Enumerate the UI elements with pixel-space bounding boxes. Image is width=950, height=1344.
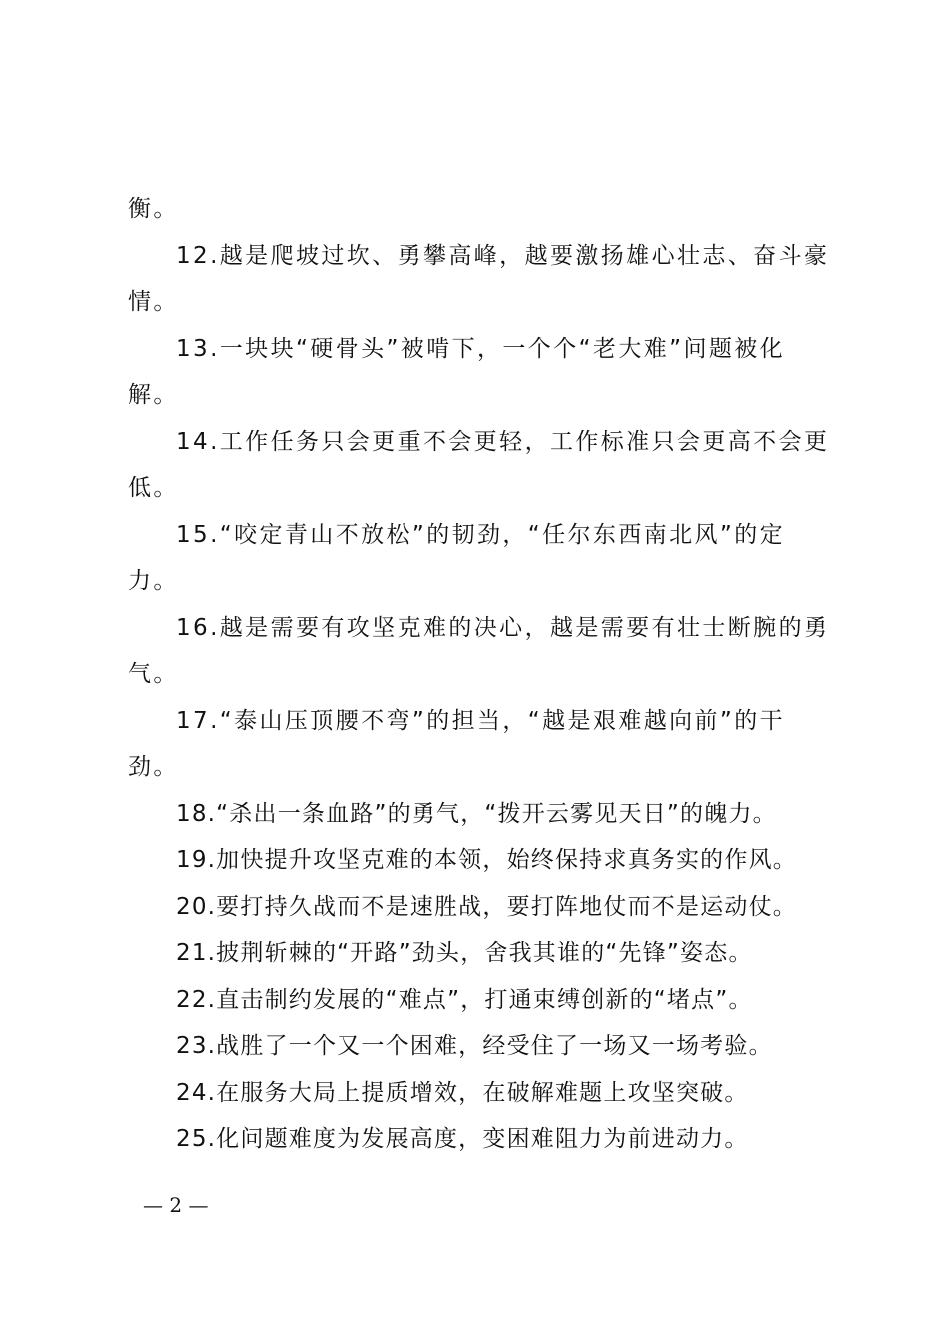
text-line: 低。: [128, 475, 179, 501]
text-line: 气。: [128, 661, 179, 687]
text-line: 21.披荆斩棘的“开路”劲头，舍我其谁的“先锋”姿态。: [176, 940, 753, 966]
text-line: 12.越是爬坡过坎、勇攀高峰，越要激扬雄心壮志、奋斗豪: [176, 242, 830, 269]
text-line: 22.直击制约发展的“难点”，打通束缚创新的“堵点”。: [176, 986, 753, 1013]
text-line: 力。: [128, 568, 179, 594]
text-line: 衡。: [128, 196, 179, 222]
text-line: 解。: [128, 382, 179, 408]
text-line: 19.加快提升攻坚克难的本领，始终保持求真务实的作风。: [176, 847, 797, 873]
text-line: 13.一块块“硬骨头”被啃下，一个个“老大难”问题被化: [176, 335, 786, 362]
text-line: 16.越是需要有攻坚克难的决心，越是需要有壮士断腕的勇: [176, 614, 830, 641]
text-line: 20.要打持久战而不是速胜战，要打阵地仗而不是运动仗。: [176, 893, 797, 920]
text-line: 14.工作任务只会更重不会更轻，工作标准只会更高不会更: [176, 428, 830, 455]
text-line: 24.在服务大局上提质增效，在破解难题上攻坚突破。: [176, 1079, 749, 1106]
text-line: 23.战胜了一个又一个困难，经受住了一场又一场考验。: [176, 1033, 773, 1059]
document-body: [128, 186, 840, 1163]
text-line: 15.“咬定青山不放松”的韧劲，“任尔东西南北风”的定: [176, 521, 786, 548]
text-line: 情。: [128, 289, 179, 315]
page-number: — 2 —: [143, 1193, 209, 1217]
text-line: 18.“杀出一条血路”的勇气，“拨开云雾见天日”的魄力。: [176, 800, 777, 827]
text-line: 25.化问题难度为发展高度，变困难阻力为前进动力。: [176, 1126, 749, 1152]
text-line: 劲。: [128, 754, 179, 780]
text-line: 17.“泰山压顶腰不弯”的担当，“越是艰难越向前”的干: [176, 707, 786, 734]
